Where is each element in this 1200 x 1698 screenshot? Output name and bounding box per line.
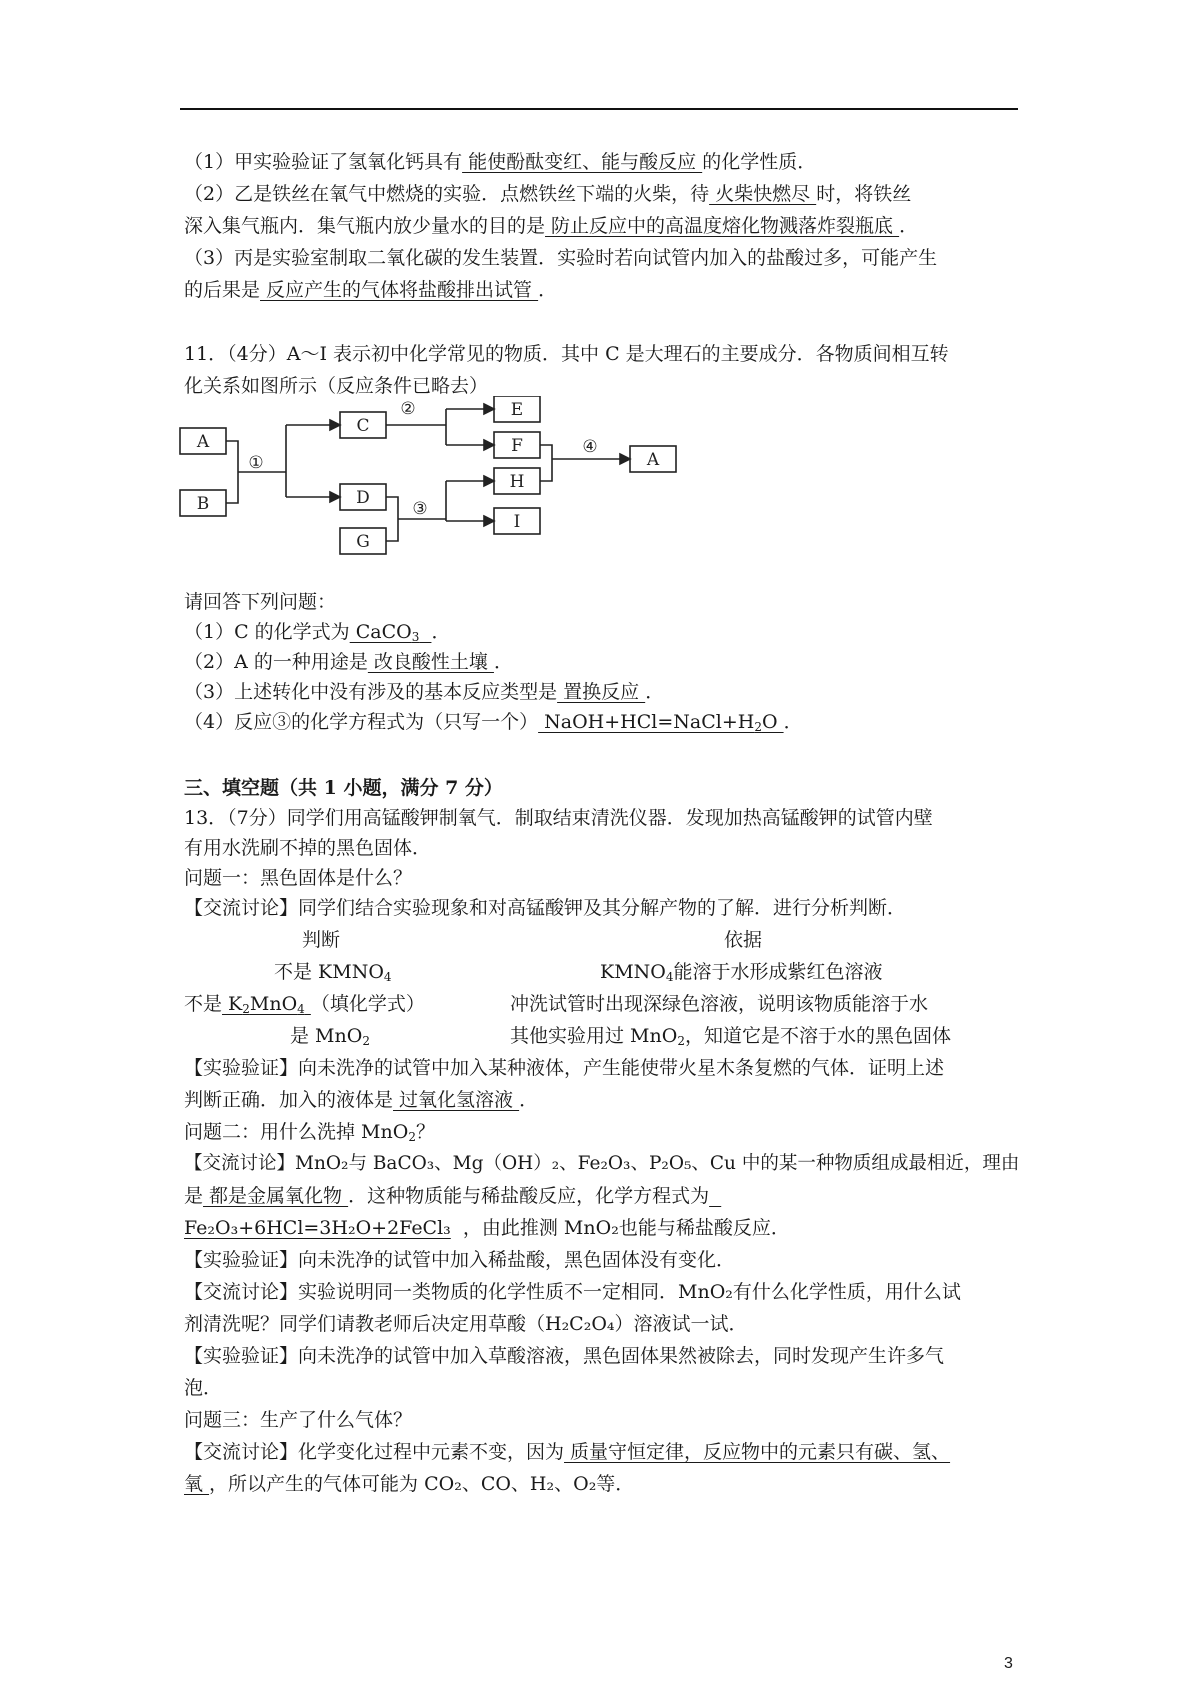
q10-line-1: （1）甲实验验证了氢氧化钙具有 能使酚酞变红、能与酸反应 的化学性质． xyxy=(184,151,817,173)
box-H-label: H xyxy=(509,472,525,492)
q10-line-3: 深入集气瓶内．集气瓶内放少量水的目的是 防止反应中的高温度熔化物溅落炸裂瓶底 ． xyxy=(184,215,919,237)
box-E-label: E xyxy=(510,400,524,420)
q13-verify-2: 【实验验证】向未洗净的试管中加入稀盐酸，黑色固体没有变化． xyxy=(184,1249,736,1271)
section-heading: 三、填空题（共 1 小题，满分 7 分） xyxy=(184,777,503,799)
q11-line-2: 化关系如图所示（反应条件已略去） xyxy=(184,375,489,397)
q13-discussion-1: 【交流讨论】同学们结合实验现象和对高锰酸钾及其分解产物的了解．进行分析判断． xyxy=(184,897,907,919)
q13-discussion-2-line-1: 【交流讨论】MnO₂与 BaCO₃、Mg（OH）₂、Fe₂O₃、P₂O₅、Cu 中的某一种物质组成最相近，理由 xyxy=(184,1153,1020,1174)
row3-judge: 是 MnO$_2$ xyxy=(290,1025,370,1048)
arrowhead-2-E xyxy=(484,404,494,414)
q13-discussion-3-line-1: 【交流讨论】实验说明同一类物质的化学性质不一定相同．MnO₂有什么化学性质，用什么试 xyxy=(184,1281,961,1303)
q11-answer-2: （2）A 的一种用途是 改良酸性土壤 ． xyxy=(184,651,513,673)
box-A-left-label: A xyxy=(196,432,210,452)
q13-line-1: 13．（7分）同学们用高锰酸钾制氧气．制取结束清洗仪器．发现加热高锰酸钾的试管内壁 xyxy=(184,807,933,829)
box-B-label: B xyxy=(196,494,210,514)
bracket-1-in xyxy=(226,441,238,503)
answer-blank: $K_2MnO_4$ xyxy=(222,993,305,1016)
box-D-label: D xyxy=(356,488,370,508)
reaction-3-label: ③ xyxy=(412,499,428,519)
row1-basis: $KMNO_4$能溶于水形成紫红色溶液 xyxy=(600,961,883,984)
q11-line-1: 11．（4分）A～I 表示初中化学常见的物质．其中 C 是大理石的主要成分．各物质间相互转 xyxy=(184,343,949,365)
arrowhead-1-D xyxy=(330,492,340,502)
page-number: 3 xyxy=(1004,1655,1013,1672)
box-C-label: C xyxy=(356,416,370,436)
q10-line-5: 的后果是 反应产生的气体将盐酸排出试管 ． xyxy=(184,279,558,301)
arrowhead-3-I xyxy=(484,516,494,526)
row3-basis: 其他实验用过 MnO$_2$，知道它是不溶于水的黑色固体 xyxy=(510,1025,951,1048)
reaction-4-label: ④ xyxy=(582,437,598,457)
header-rule xyxy=(180,108,1018,110)
answer-equation: Fe₂O₃+6HCl=3H₂O+2FeCl₃ xyxy=(184,1217,451,1239)
row1-judge: 不是 $KMNO_4$ xyxy=(274,961,392,984)
answer-blank: 防止反应中的高温度熔化物溅落炸裂瓶底 xyxy=(545,215,900,237)
q13-line-2: 有用水洗刷不掉的黑色固体． xyxy=(184,837,432,859)
answer-blank: 反应产生的气体将盐酸排出试管 xyxy=(260,279,539,301)
table-header-judge: 判断 xyxy=(302,929,341,951)
q13-question-3: 问题三：生产了什么气体？ xyxy=(184,1409,413,1431)
q13-discussion-2-line-3: Fe₂O₃+6HCl=3H₂O+2FeCl₃ ，由此推测 MnO₂也能与稀盐酸反应． xyxy=(184,1217,790,1239)
reaction-1-label: ① xyxy=(248,453,264,473)
q13-verify-1-line-1: 【实验验证】向未洗净的试管中加入某种液体，产生能使带火星木条复燃的气体．证明上述 xyxy=(184,1057,945,1079)
q13-discussion-3-line-2: 剂清洗呢？同学们请教老师后决定用草酸（H₂C₂O₄）溶液试一试． xyxy=(184,1313,748,1335)
bracket-3-in xyxy=(386,497,398,541)
answer-blank: 能使酚酞变红、能与酸反应 xyxy=(462,151,703,173)
arrowhead-2-F xyxy=(484,440,494,450)
box-F-label: F xyxy=(511,436,523,456)
q13-question-1: 问题一：黑色固体是什么？ xyxy=(184,867,413,889)
q13-verify-3-line-2: 泡． xyxy=(184,1377,223,1399)
answer-blank: 置换反应 xyxy=(557,681,646,703)
q13-discussion-4-line-1: 【交流讨论】化学变化过程中元素不变，因为 质量守恒定律，反应物中的元素只有碳、氢、 xyxy=(184,1441,951,1463)
arrowhead-1-C xyxy=(330,420,340,430)
arrowhead-3-H xyxy=(484,476,494,486)
answer-blank: 质量守恒定律，反应物中的元素只有碳、氢、 xyxy=(564,1441,951,1463)
q11-answer-3: （3）上述转化中没有涉及的基本反应类型是 置换反应 ． xyxy=(184,681,665,703)
q11-answer-4: （4）反应③的化学方程式为（只写一个） $NaOH+HCl=NaCl+H_2O$ ． xyxy=(184,711,803,734)
box-A-right-label: A xyxy=(646,450,660,470)
answer-blank: CaCO$_3$ xyxy=(349,621,420,644)
q10-line-2: （2）乙是铁丝在氧气中燃烧的实验．点燃铁丝下端的火柴，待 火柴快燃尽 时，将铁丝 xyxy=(184,183,912,205)
box-G-label: G xyxy=(356,532,370,552)
answer-blank: 过氧化氢溶液 xyxy=(393,1089,520,1111)
answer-blank: 氧 xyxy=(184,1473,210,1495)
row2-judge: 不是 $K_2MnO_4$ （填化学式） xyxy=(184,993,425,1016)
q13-verify-3-line-1: 【实验验证】向未洗净的试管中加入草酸溶液，黑色固体果然被除去，同时发现产生许多气 xyxy=(184,1345,945,1367)
row2-basis: 冲洗试管时出现深绿色溶液，说明该物质能溶于水 xyxy=(510,993,929,1015)
q13-discussion-4-line-2: 氧 ，所以产生的气体可能为 CO₂、CO、H₂、O₂等． xyxy=(184,1473,635,1495)
q10-line-4: （3）丙是实验室制取二氧化碳的发生装置．实验时若向试管内加入的盐酸过多，可能产生 xyxy=(184,247,938,269)
q13-question-2: 问题二：用什么洗掉 MnO$_2$？ xyxy=(184,1121,435,1144)
conversion-diagram xyxy=(176,396,696,566)
q13-verify-1-line-2: 判断正确．加入的液体是 过氧化氢溶液 ． xyxy=(184,1089,539,1111)
table-header-basis: 依据 xyxy=(724,929,763,951)
q13-discussion-2-line-2: 是 都是金属氧化物 ．这种物质能与稀盐酸反应，化学方程式为 xyxy=(184,1185,710,1207)
answer-blank: 改良酸性土壤 xyxy=(367,651,494,673)
box-I-label: I xyxy=(513,512,521,532)
reaction-2-label: ② xyxy=(400,399,416,419)
arrowhead-4-A xyxy=(620,454,630,464)
q11-prompt: 请回答下列问题： xyxy=(184,591,337,613)
answer-blank: 火柴快燃尽 xyxy=(709,183,817,205)
bracket-4-in xyxy=(540,445,552,481)
answer-blank: 都是金属氧化物 xyxy=(203,1185,349,1207)
answer-blank: $NaOH+HCl=NaCl+H_2O$ xyxy=(538,711,784,734)
q11-answer-1: （1）C 的化学式为 CaCO$_3$ ． xyxy=(184,621,451,644)
